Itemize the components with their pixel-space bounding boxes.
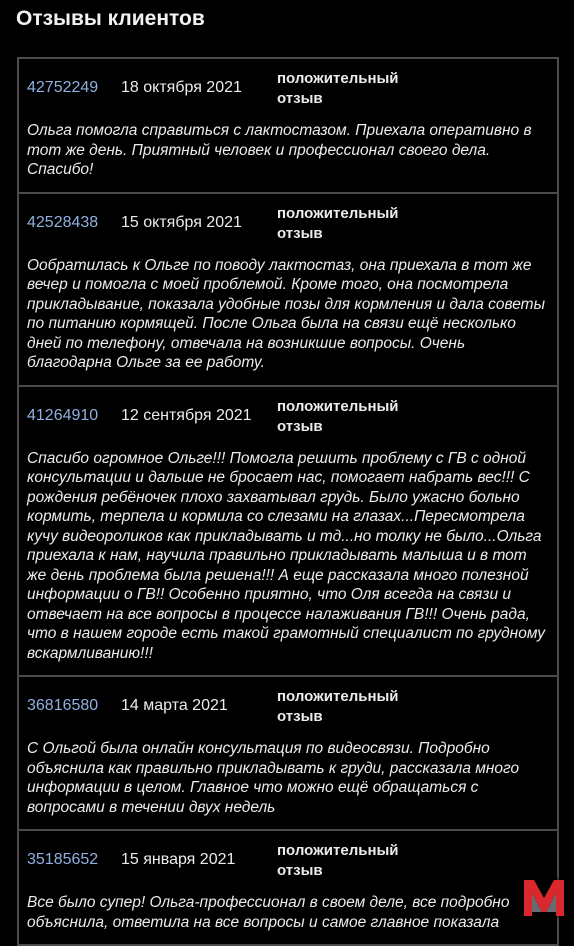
review-header <box>19 59 557 117</box>
review-id-link[interactable]: 41264910 <box>27 406 99 424</box>
review-header <box>19 387 557 445</box>
review-id-link[interactable]: 42528438 <box>27 213 99 231</box>
review-date: 12 сентября 2021 <box>121 406 252 424</box>
review-type-label: положительный отзыв <box>277 204 399 242</box>
review-header <box>19 831 557 889</box>
review-card <box>17 387 559 678</box>
review-card <box>17 831 559 946</box>
review-type-label: положительный отзыв <box>277 397 399 435</box>
review-text: Ольга помогла справиться с лактостазом. Приехала оперативно в тот же день. Приятный человек и профессионал своего дела. Спасибо! <box>27 122 532 178</box>
review-text: С Ольгой была онлайн консультация по видеосвязи. Подробно объяснила как правильно прикладывать к груди, рассказала много информации в целом. Главное что можно ещё обращаться с вопросами в течении двух недель <box>27 740 520 816</box>
review-text: Все было супер! Ольга-профессионал в своем деле, все подробно объяснила, ответила на все вопросы и самое главное показала <box>27 894 510 931</box>
review-type-label: положительный отзыв <box>277 688 399 725</box>
review-id-link[interactable]: 42752249 <box>27 79 99 96</box>
review-date: 15 октября 2021 <box>121 213 242 231</box>
reviews-list <box>17 57 559 946</box>
review-date: 15 января 2021 <box>121 851 236 868</box>
m-logo-icon <box>518 872 570 920</box>
review-header <box>19 194 557 252</box>
review-card <box>17 194 559 387</box>
review-id-link[interactable]: 36816580 <box>27 697 99 714</box>
review-type-label: положительный отзыв <box>277 70 399 107</box>
review-date: 14 марта 2021 <box>121 697 228 714</box>
review-type-label: положительный отзыв <box>277 842 399 879</box>
review-text: Спасибо огромное Ольге!!! Помогла решить проблему с ГВ с одной консультации и дальше не бросает нас, помогает набрать вес!!! С рождения ребёночек плохо захватывал грудь. Было ужасно больно кормить, терпела и кормила со слезами на глазах...Пересмотрела кучу видеороликов как прикладывать и тд...но толку не было...Ольга приехала к нам, научила правильно прикладывать малыша и в тот же день проблема была решена!!! А еще рассказала много полезной информации о ГВ!! Особенно приятно, что Оля всегда на связи и отвечает на все вопросы в процессе налаживания ГВ!!! Очень рада, что в нашем городе есть такой грамотный специалист по грудному вскармливанию!!! <box>27 449 546 662</box>
review-date: 18 октября 2021 <box>121 79 242 96</box>
review-id-link[interactable]: 35185652 <box>27 851 99 868</box>
review-card <box>17 57 559 194</box>
review-card <box>17 677 559 831</box>
review-text: Ообратилась к Ольге по поводу лактостаз, она приехала в тот же вечер и помогла с моей проблемой. Кроме того, она посмотрела прикладывание, показала удобные позы для кормления и дала советы по питанию кормящей. После Ольга была на связи ещё несколько дней по телефону, отвечала на возникшие вопросы. Очень благодарна Ольге за ее работу. <box>27 256 545 371</box>
review-header <box>19 677 557 735</box>
page-title: Отзывы клиентов <box>16 7 205 30</box>
